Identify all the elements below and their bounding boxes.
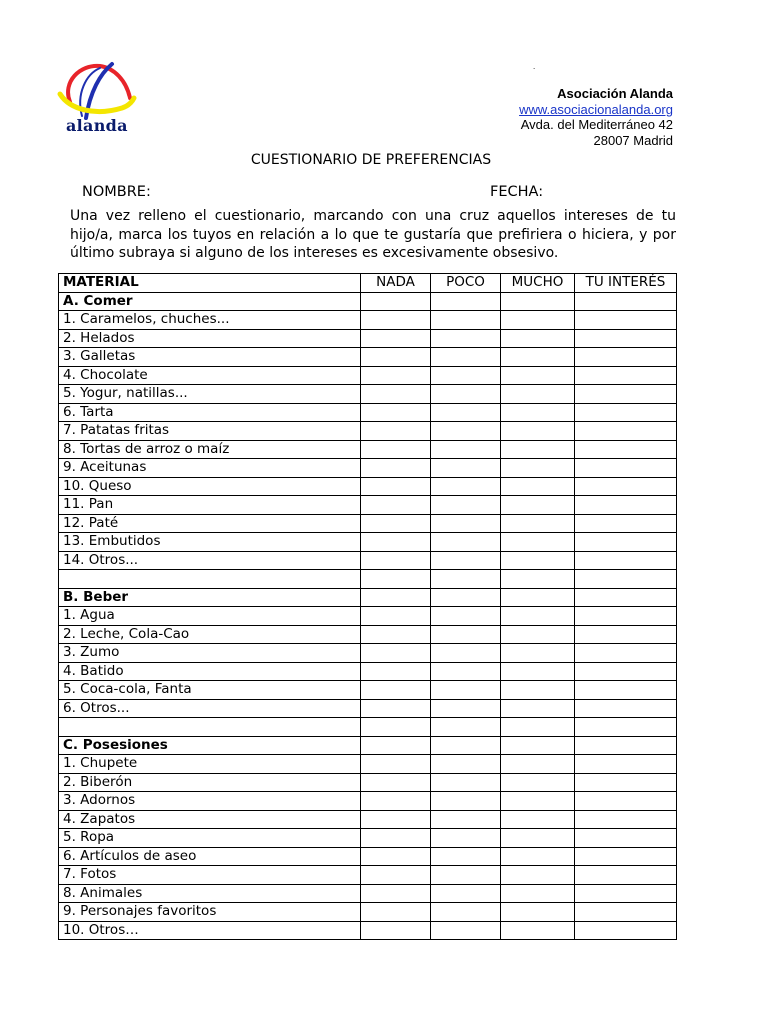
checkbox-cell-poco[interactable] <box>431 329 501 348</box>
table-row <box>59 496 677 515</box>
item-label: 3. Galletas <box>59 348 361 367</box>
checkbox-cell-tu-interes[interactable] <box>575 496 677 515</box>
checkbox-cell-poco[interactable] <box>431 533 501 552</box>
item-label: 9. Personajes favoritos <box>59 903 361 922</box>
checkbox-cell-poco[interactable] <box>431 810 501 829</box>
checkbox-cell-nada[interactable] <box>361 810 431 829</box>
checkbox-cell-poco[interactable] <box>431 903 501 922</box>
checkbox-cell-mucho[interactable] <box>501 847 575 866</box>
table-row <box>59 644 677 663</box>
table-row <box>59 773 677 792</box>
checkbox-cell-nada[interactable] <box>361 422 431 441</box>
checkbox-cell-poco[interactable] <box>431 755 501 774</box>
checkbox-cell-nada[interactable] <box>361 551 431 570</box>
checkbox-cell-tu-interes <box>575 736 677 755</box>
nombre-field-label: NOMBRE: <box>82 184 151 200</box>
checkbox-cell-nada[interactable] <box>361 329 431 348</box>
checkbox-cell-tu-interes[interactable] <box>575 903 677 922</box>
checkbox-cell-nada <box>361 718 431 737</box>
header-nada: NADA <box>361 274 431 293</box>
checkbox-cell-tu-interes[interactable] <box>575 403 677 422</box>
instructions-paragraph: Una vez relleno el cuestionario, marcando con una cruz aquellos intereses de tu hijo/a, marca los tuyos en relación a lo que te gustaría que prefiriera o hiciera, y por último subraya si alguno de los intereses es excesivamente obsesivo. <box>70 208 676 261</box>
checkbox-cell-tu-interes[interactable] <box>575 625 677 644</box>
table-row <box>59 718 677 737</box>
checkbox-cell-mucho <box>501 736 575 755</box>
checkbox-cell-nada[interactable] <box>361 514 431 533</box>
checkbox-cell-nada[interactable] <box>361 477 431 496</box>
checkbox-cell-mucho[interactable] <box>501 866 575 885</box>
checkbox-cell-nada[interactable] <box>361 459 431 478</box>
item-label: 9. Aceitunas <box>59 459 361 478</box>
header-tu-interes: TU INTERÉS <box>575 274 677 293</box>
table-section-row <box>59 736 677 755</box>
section-heading: A. Comer <box>59 292 361 311</box>
checkbox-cell-nada[interactable] <box>361 496 431 515</box>
checkbox-cell-nada[interactable] <box>361 773 431 792</box>
checkbox-cell-mucho[interactable] <box>501 681 575 700</box>
checkbox-cell-mucho[interactable] <box>501 607 575 626</box>
checkbox-cell-mucho[interactable] <box>501 496 575 515</box>
item-label: 10. Queso <box>59 477 361 496</box>
table-row <box>59 440 677 459</box>
organization-address: Avda. del Mediterráneo 42 <box>520 117 673 132</box>
checkbox-cell-poco[interactable] <box>431 403 501 422</box>
table-row <box>59 459 677 478</box>
table-row <box>59 477 677 496</box>
item-label: 1. Chupete <box>59 755 361 774</box>
checkbox-cell-nada <box>361 736 431 755</box>
checkbox-cell-mucho[interactable] <box>501 662 575 681</box>
checkbox-cell-tu-interes[interactable] <box>575 866 677 885</box>
checkbox-cell-poco <box>431 736 501 755</box>
item-label: 2. Leche, Cola-Cao <box>59 625 361 644</box>
item-label: 8. Tortas de arroz o maíz <box>59 440 361 459</box>
checkbox-cell-poco <box>431 292 501 311</box>
checkbox-cell-tu-interes[interactable] <box>575 847 677 866</box>
checkbox-cell-nada <box>361 292 431 311</box>
table-row <box>59 570 677 589</box>
checkbox-cell-poco[interactable] <box>431 459 501 478</box>
checkbox-cell-mucho <box>501 718 575 737</box>
table-row <box>59 903 677 922</box>
checkbox-cell-tu-interes <box>575 588 677 607</box>
checkbox-cell-mucho[interactable] <box>501 773 575 792</box>
organization-name: Asociación Alanda <box>557 86 673 101</box>
checkbox-cell-mucho[interactable] <box>501 644 575 663</box>
table-header-row <box>59 274 677 293</box>
checkbox-cell-tu-interes[interactable] <box>575 699 677 718</box>
checkbox-cell-mucho[interactable] <box>501 514 575 533</box>
checkbox-cell-mucho[interactable] <box>501 329 575 348</box>
checkbox-cell-poco <box>431 718 501 737</box>
table-row <box>59 551 677 570</box>
checkbox-cell-nada[interactable] <box>361 644 431 663</box>
table-row <box>59 662 677 681</box>
checkbox-cell-mucho[interactable] <box>501 884 575 903</box>
item-label: 5. Ropa <box>59 829 361 848</box>
table-row <box>59 311 677 330</box>
item-label: 3. Adornos <box>59 792 361 811</box>
table-row <box>59 699 677 718</box>
checkbox-cell-tu-interes[interactable] <box>575 311 677 330</box>
checkbox-cell-nada[interactable] <box>361 847 431 866</box>
checkbox-cell-tu-interes[interactable] <box>575 755 677 774</box>
checkbox-cell-mucho[interactable] <box>501 440 575 459</box>
checkbox-cell-tu-interes[interactable] <box>575 551 677 570</box>
checkbox-cell-tu-interes[interactable] <box>575 348 677 367</box>
item-label: 2. Biberón <box>59 773 361 792</box>
checkbox-cell-poco[interactable] <box>431 496 501 515</box>
checkbox-cell-poco[interactable] <box>431 921 501 940</box>
item-label: 1. Caramelos, chuches... <box>59 311 361 330</box>
table-row <box>59 514 677 533</box>
checkbox-cell-poco[interactable] <box>431 644 501 663</box>
checkbox-cell-nada[interactable] <box>361 681 431 700</box>
checkbox-cell-poco[interactable] <box>431 440 501 459</box>
organization-website-link[interactable]: www.asociacionalanda.org <box>519 101 673 117</box>
checkbox-cell-mucho[interactable] <box>501 903 575 922</box>
table-row <box>59 829 677 848</box>
checkbox-cell-tu-interes <box>575 292 677 311</box>
checkbox-cell-nada[interactable] <box>361 662 431 681</box>
table-row <box>59 348 677 367</box>
header-mucho: MUCHO <box>501 274 575 293</box>
checkbox-cell-tu-interes[interactable] <box>575 385 677 404</box>
table-row <box>59 681 677 700</box>
checkbox-cell-poco[interactable] <box>431 422 501 441</box>
checkbox-cell-poco[interactable] <box>431 866 501 885</box>
item-label <box>59 718 361 737</box>
logo-wordmark: alanda <box>66 116 128 135</box>
table-row <box>59 385 677 404</box>
item-label: 13. Embutidos <box>59 533 361 552</box>
checkbox-cell-mucho[interactable] <box>501 477 575 496</box>
item-label: 7. Patatas fritas <box>59 422 361 441</box>
item-label: 4. Chocolate <box>59 366 361 385</box>
checkbox-cell-poco[interactable] <box>431 514 501 533</box>
fecha-field-label: FECHA: <box>490 184 544 200</box>
checkbox-cell-nada[interactable] <box>361 607 431 626</box>
checkbox-cell-nada <box>361 588 431 607</box>
checkbox-cell-tu-interes[interactable] <box>575 681 677 700</box>
checkbox-cell-tu-interes[interactable] <box>575 329 677 348</box>
preferences-table <box>58 273 677 940</box>
checkbox-cell-nada[interactable] <box>361 533 431 552</box>
checkbox-cell-tu-interes[interactable] <box>575 366 677 385</box>
checkbox-cell-mucho <box>501 588 575 607</box>
table-row <box>59 810 677 829</box>
table-row <box>59 755 677 774</box>
item-label: 12. Paté <box>59 514 361 533</box>
checkbox-cell-tu-interes[interactable] <box>575 829 677 848</box>
item-label: 1. Agua <box>59 607 361 626</box>
checkbox-cell-poco[interactable] <box>431 847 501 866</box>
checkbox-cell-nada[interactable] <box>361 866 431 885</box>
section-heading: C. Posesiones <box>59 736 361 755</box>
checkbox-cell-tu-interes[interactable] <box>575 459 677 478</box>
checkbox-cell-mucho[interactable] <box>501 792 575 811</box>
checkbox-cell-mucho[interactable] <box>501 311 575 330</box>
table-row <box>59 403 677 422</box>
checkbox-cell-tu-interes[interactable] <box>575 792 677 811</box>
checkbox-cell-poco[interactable] <box>431 884 501 903</box>
item-label: 5. Yogur, natillas... <box>59 385 361 404</box>
table-row <box>59 847 677 866</box>
item-label: 11. Pan <box>59 496 361 515</box>
header-poco: POCO <box>431 274 501 293</box>
checkbox-cell-poco[interactable] <box>431 662 501 681</box>
item-label: 5. Coca-cola, Fanta <box>59 681 361 700</box>
item-label: 2. Helados <box>59 329 361 348</box>
table-row <box>59 625 677 644</box>
checkbox-cell-poco[interactable] <box>431 366 501 385</box>
checkbox-cell-poco <box>431 570 501 589</box>
table-row <box>59 422 677 441</box>
checkbox-cell-mucho[interactable] <box>501 533 575 552</box>
logo-arcs-graphic <box>56 58 140 120</box>
item-label: 7. Fotos <box>59 866 361 885</box>
checkbox-cell-nada[interactable] <box>361 385 431 404</box>
item-label: 14. Otros... <box>59 551 361 570</box>
checkbox-cell-mucho[interactable] <box>501 366 575 385</box>
organization-city: 28007 Madrid <box>593 132 673 148</box>
table-row <box>59 921 677 940</box>
checkbox-cell-mucho[interactable] <box>501 755 575 774</box>
section-heading: B. Beber <box>59 588 361 607</box>
table-row <box>59 866 677 885</box>
checkbox-cell-poco[interactable] <box>431 699 501 718</box>
checkbox-cell-tu-interes[interactable] <box>575 884 677 903</box>
checkbox-cell-nada[interactable] <box>361 921 431 940</box>
checkbox-cell-nada[interactable] <box>361 829 431 848</box>
checkbox-cell-tu-interes[interactable] <box>575 440 677 459</box>
item-label <box>59 570 361 589</box>
checkbox-cell-nada[interactable] <box>361 366 431 385</box>
checkbox-cell-mucho[interactable] <box>501 625 575 644</box>
item-label: 4. Zapatos <box>59 810 361 829</box>
checkbox-cell-mucho[interactable] <box>501 422 575 441</box>
checkbox-cell-tu-interes[interactable] <box>575 662 677 681</box>
header-material: MATERIAL <box>59 274 361 293</box>
checkbox-cell-nada[interactable] <box>361 311 431 330</box>
table-row <box>59 366 677 385</box>
checkbox-cell-poco[interactable] <box>431 477 501 496</box>
checkbox-cell-mucho[interactable] <box>501 459 575 478</box>
checkbox-cell-tu-interes[interactable] <box>575 644 677 663</box>
checkbox-cell-nada[interactable] <box>361 348 431 367</box>
item-label: 6. Tarta <box>59 403 361 422</box>
alanda-logo <box>56 58 140 138</box>
checkbox-cell-tu-interes <box>575 718 677 737</box>
item-label: 6. Otros... <box>59 699 361 718</box>
checkbox-cell-tu-interes[interactable] <box>575 773 677 792</box>
checkbox-cell-poco[interactable] <box>431 681 501 700</box>
item-label: 3. Zumo <box>59 644 361 663</box>
checkbox-cell-mucho[interactable] <box>501 403 575 422</box>
checkbox-cell-nada[interactable] <box>361 699 431 718</box>
table-row <box>59 792 677 811</box>
checkbox-cell-mucho[interactable] <box>501 699 575 718</box>
table-row <box>59 533 677 552</box>
checkbox-cell-tu-interes[interactable] <box>575 533 677 552</box>
checkbox-cell-tu-interes[interactable] <box>575 810 677 829</box>
checkbox-cell-nada[interactable] <box>361 625 431 644</box>
checkbox-cell-mucho[interactable] <box>501 348 575 367</box>
item-label: 4. Batido <box>59 662 361 681</box>
item-label: 6. Artículos de aseo <box>59 847 361 866</box>
checkbox-cell-poco[interactable] <box>431 348 501 367</box>
checkbox-cell-nada <box>361 570 431 589</box>
checkbox-cell-poco[interactable] <box>431 311 501 330</box>
checkbox-cell-nada[interactable] <box>361 792 431 811</box>
checkbox-cell-poco[interactable] <box>431 551 501 570</box>
checkbox-cell-poco[interactable] <box>431 385 501 404</box>
checkbox-cell-poco[interactable] <box>431 829 501 848</box>
checkbox-cell-tu-interes[interactable] <box>575 921 677 940</box>
checkbox-cell-nada[interactable] <box>361 403 431 422</box>
checkbox-cell-poco[interactable] <box>431 773 501 792</box>
page-title: CUESTIONARIO DE PREFERENCIAS <box>250 152 492 168</box>
checkbox-cell-mucho[interactable] <box>501 385 575 404</box>
checkbox-cell-mucho[interactable] <box>501 551 575 570</box>
table-section-row <box>59 292 677 311</box>
table-row <box>59 884 677 903</box>
item-label: 8. Animales <box>59 884 361 903</box>
checkbox-cell-mucho[interactable] <box>501 921 575 940</box>
table-body <box>59 292 677 940</box>
checkbox-cell-poco[interactable] <box>431 792 501 811</box>
checkbox-cell-tu-interes[interactable] <box>575 477 677 496</box>
item-label: 10. Otros… <box>59 921 361 940</box>
checkbox-cell-poco <box>431 588 501 607</box>
checkbox-cell-mucho[interactable] <box>501 810 575 829</box>
checkbox-cell-mucho <box>501 292 575 311</box>
checkbox-cell-mucho <box>501 570 575 589</box>
table-row <box>59 607 677 626</box>
checkbox-cell-nada[interactable] <box>361 440 431 459</box>
checkbox-cell-tu-interes[interactable] <box>575 514 677 533</box>
checkbox-cell-tu-interes[interactable] <box>575 607 677 626</box>
checkbox-cell-tu-interes <box>575 570 677 589</box>
checkbox-cell-poco[interactable] <box>431 625 501 644</box>
checkbox-cell-nada[interactable] <box>361 755 431 774</box>
organization-block <box>519 86 673 148</box>
checkbox-cell-nada[interactable] <box>361 884 431 903</box>
checkbox-cell-nada[interactable] <box>361 903 431 922</box>
checkbox-cell-poco[interactable] <box>431 607 501 626</box>
checkbox-cell-mucho[interactable] <box>501 829 575 848</box>
header-dot: . <box>533 62 536 71</box>
table-row <box>59 329 677 348</box>
checkbox-cell-tu-interes[interactable] <box>575 422 677 441</box>
table-section-row <box>59 588 677 607</box>
